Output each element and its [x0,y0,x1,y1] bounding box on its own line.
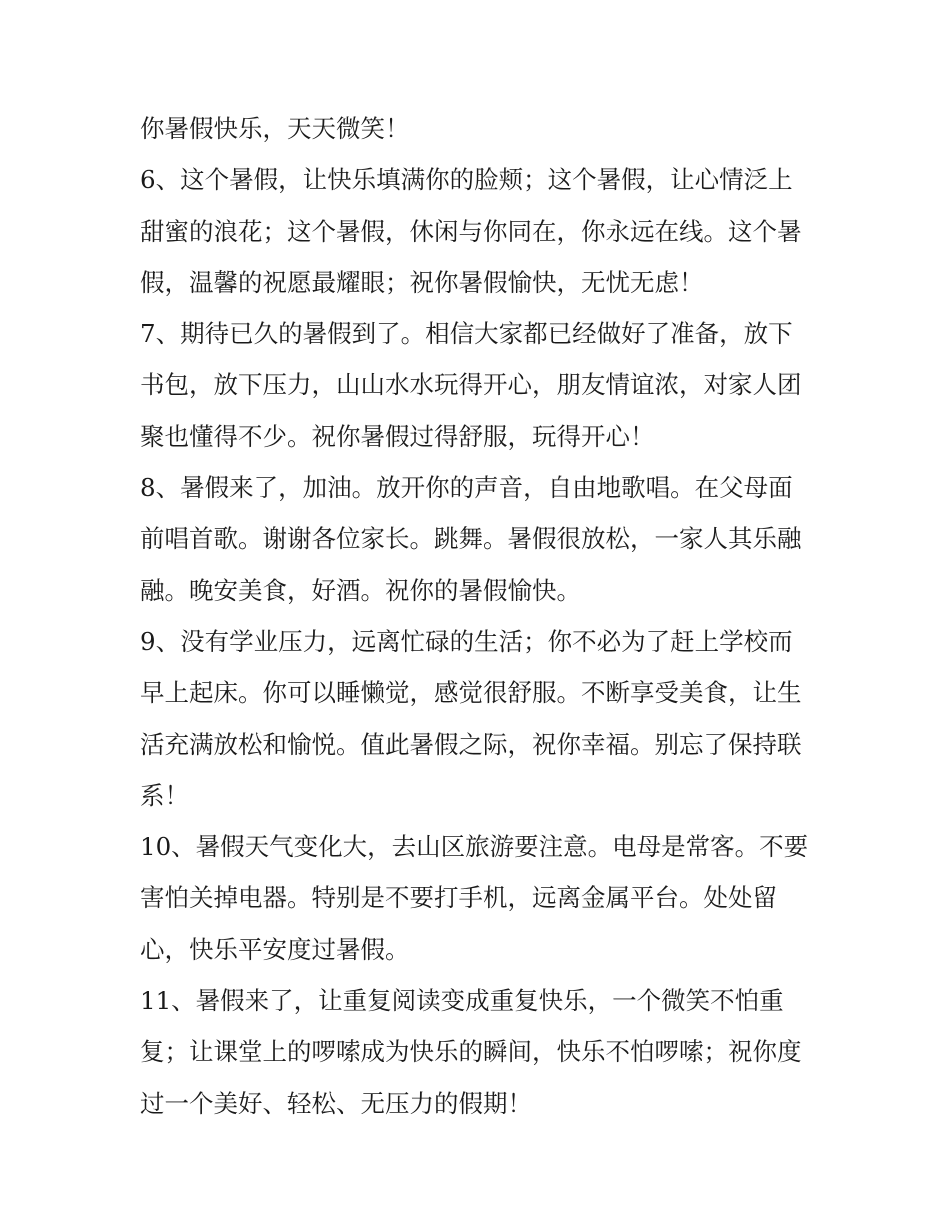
text-line: 系！ [140,780,189,810]
text-line: 11、暑假来了，让重复阅读变成重复快乐，一个微笑不怕重 [140,986,784,1016]
text-line: 前唱首歌。谢谢各位家长。跳舞。暑假很放松，一家人其乐融 [140,524,802,554]
text-line: 书包，放下压力，山山水水玩得开心，朋友情谊浓，对家人团 [140,370,802,400]
text-line: 早上起床。你可以睡懒觉，感觉很舒服。不断享受美食，让生 [140,678,802,708]
text-line: 过一个美好、轻松、无压力的假期！ [140,1088,532,1118]
document-body [140,103,820,1129]
text-line: 8、暑假来了，加油。放开你的声音，自由地歌唱。在父母面 [140,473,793,503]
text-line: 活充满放松和愉悦。值此暑假之际，祝你幸福。别忘了保持联 [140,729,802,759]
text-line: 9、没有学业压力，远离忙碌的生活；你不必为了赶上学校而 [140,626,793,656]
text-line: 假，温馨的祝愿最耀眼；祝你暑假愉快，无忧无虑！ [140,267,704,297]
text-line: 聚也懂得不少。祝你暑假过得舒服，玩得开心！ [140,421,655,451]
text-line: 10、暑假天气变化大，去山区旅游要注意。电母是常客。不要 [140,832,809,862]
text-line: 复；让课堂上的啰嗦成为快乐的瞬间，快乐不怕啰嗦；祝你度 [140,1037,802,1067]
text-line: 害怕关掉电器。特别是不要打手机，远离金属平台。处处留 [140,883,777,913]
text-line: 你暑假快乐，天天微笑！ [140,114,410,143]
text-line: 6、这个暑假，让快乐填满你的脸颊；这个暑假，让心情泛上 [140,165,793,195]
text-line: 7、期待已久的暑假到了。相信大家都已经做好了准备，放下 [140,319,793,349]
text-line: 心，快乐平安度过暑假。 [140,934,410,964]
text-line: 融。晚安美食，好酒。祝你的暑假愉快。 [140,575,581,605]
text-line: 甜蜜的浪花；这个暑假，休闲与你同在，你永远在线。这个暑 [140,216,802,246]
